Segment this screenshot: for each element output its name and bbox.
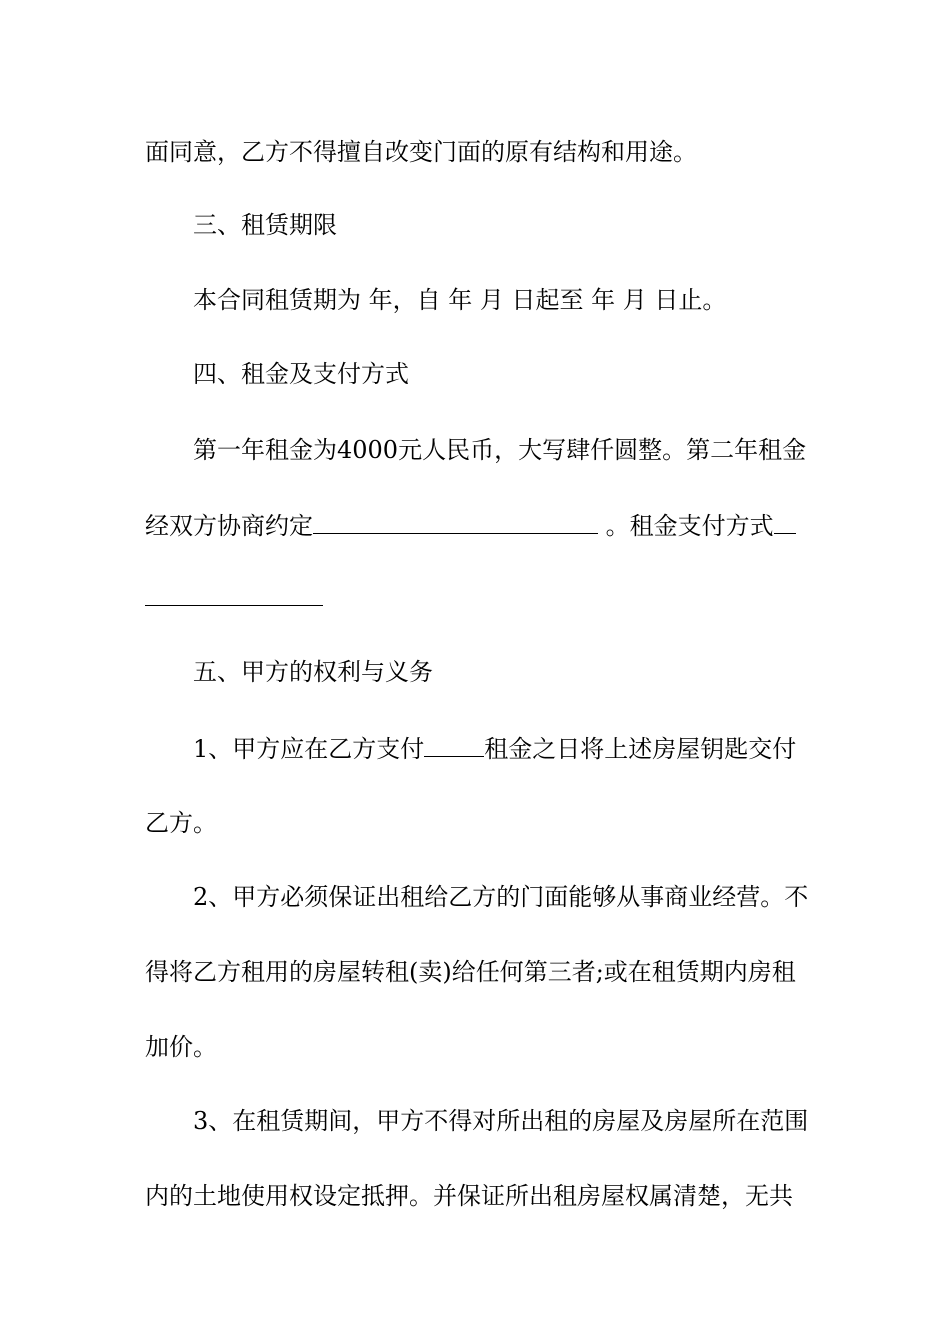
paragraph-line: [193, 728, 810, 768]
paragraph-line: 乙方。: [145, 809, 217, 837]
text-segment: 1、甲方应在乙方支付: [193, 735, 425, 763]
text-segment: 经双方协商约定: [145, 512, 313, 540]
paragraph-line: 加价。: [145, 1033, 217, 1061]
text-segment: 租金之日将上述房屋钥匙交付: [484, 735, 797, 763]
paragraph-line: 面同意，乙方不得擅自改变门面的原有结构和用途。: [145, 138, 697, 166]
paragraph-line: 得将乙方租用的房屋转租(卖)给任何第三者;或在租赁期内房租: [145, 958, 796, 986]
blank-rent-period: [424, 728, 484, 757]
blank-payment-method-continued: [145, 605, 323, 606]
paragraph-line: 2、甲方必须保证出租给乙方的门面能够从事商业经营。不: [193, 883, 809, 911]
paragraph-line: 本合同租赁期为 年，自 年 月 日起至 年 月 日止。: [193, 286, 727, 314]
blank-payment-method: [774, 505, 796, 534]
paragraph-line: 第一年租金为4000元人民币，大写肆仟圆整。第二年租金: [193, 436, 807, 464]
blank-agreed-rent: [313, 505, 598, 534]
section-heading-rent-payment: 四、租金及支付方式: [193, 360, 409, 388]
text-segment: 。租金支付方式: [598, 512, 774, 540]
paragraph-line: 内的土地使用权设定抵押。并保证所出租房屋权属清楚，无共: [145, 1182, 793, 1210]
section-heading-lessor-rights: 五、甲方的权利与义务: [193, 658, 433, 686]
paragraph-line: 3、在租赁期间，甲方不得对所出租的房屋及房屋所在范围: [193, 1107, 809, 1135]
section-heading-lease-term: 三、租赁期限: [193, 211, 337, 239]
paragraph-line: [145, 505, 810, 545]
